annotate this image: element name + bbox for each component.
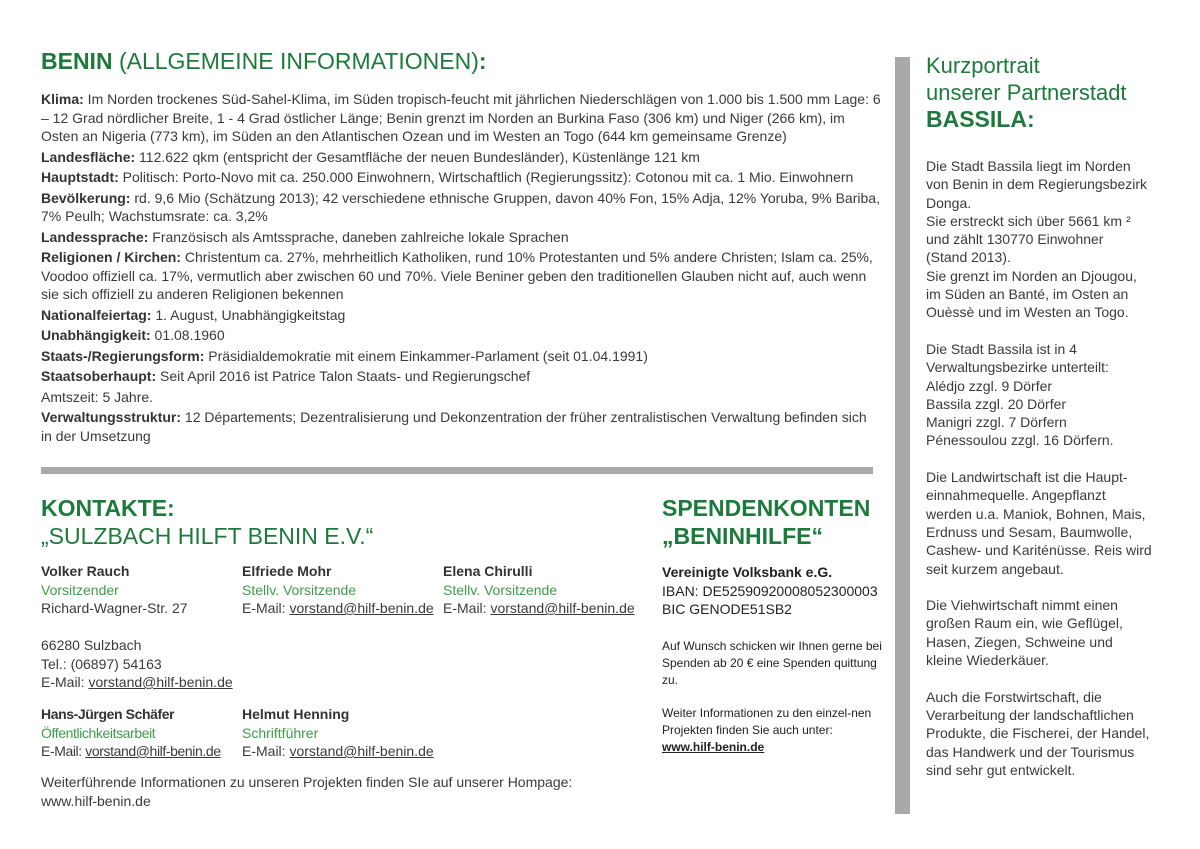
- contact-role: Vorsitzender: [41, 581, 119, 598]
- homepage-url[interactable]: www.hilf-benin.de: [41, 792, 151, 809]
- portrait-paragraph: Die Landwirtschaft ist die Haupt- einnahmequelle. Angepflanzt werden u.a. Maniok, Bohnen, Mais, Erdnuss und Sesam, Baumwolle, Cashew- und Kariténüsse. Reis wird seit kurzem angebaut.: [926, 469, 1152, 577]
- fact-row: [41, 388, 881, 407]
- benin-heading-bold: BENIN: [41, 48, 113, 74]
- email-link[interactable]: vorstand@hilf-benin.de: [289, 600, 434, 616]
- contact-city: 66280 Sulzbach: [41, 637, 142, 653]
- benin-heading-colon: :: [478, 48, 487, 74]
- fact-row: [41, 189, 881, 226]
- bank-details: [662, 563, 878, 619]
- fact-text: rd. 9,6 Mio (Schätzung 2013); 42 verschiedene ethnische Gruppen, davon 40% Fon, 15% Adja, 12% Yoruba, 9% Bariba, 7% Peulh; Wachstumsrate: ca. 3,2%: [41, 189, 880, 224]
- sidebar-accent-bar: [895, 57, 910, 814]
- donation-heading-line2: „BENINHILFE“: [662, 523, 823, 549]
- contact-card: [242, 705, 434, 761]
- email-link[interactable]: vorstand@hilf-benin.de: [88, 674, 233, 690]
- section-divider: [41, 467, 873, 474]
- fact-row: [41, 148, 881, 167]
- fact-key: Staats-/Regierungsform:: [41, 347, 205, 364]
- receipt-note: Auf Wunsch schicken wir Ihnen gerne bei Spenden ab 20 € eine Spenden quittung zu.: [662, 639, 882, 687]
- contact-card: [242, 562, 434, 618]
- fact-row: [41, 228, 881, 247]
- homepage-note: [41, 773, 641, 810]
- email-link[interactable]: vorstand@hilf-benin.de: [490, 600, 635, 616]
- fact-key: Religionen / Kirchen:: [41, 249, 182, 265]
- portrait-heading: [926, 52, 1186, 133]
- contact-name: Elena Chirulli: [443, 563, 533, 579]
- fact-key: Staatsoberhaupt:: [41, 368, 157, 384]
- fact-row: [41, 90, 881, 146]
- fact-row: [41, 326, 881, 345]
- bank-name: Vereinigte Volksbank e.G.: [662, 564, 833, 580]
- email-label: E-Mail:: [41, 674, 89, 690]
- portrait-text: [926, 157, 1166, 797]
- contact-card: [443, 562, 635, 618]
- contacts-heading-line1: KONTAKTE:: [41, 495, 175, 521]
- email-label: E-Mail:: [41, 743, 86, 759]
- portrait-paragraph: Die Stadt Bassila ist in 4 Verwaltungsbezirke unterteilt: Alédjo zzgl. 9 Dörfer Bassila zzgl. 20 Dörfer Manigri zzgl. 7 Dörfern Pénessoulou zzgl. 16 Dörfern.: [926, 340, 1114, 449]
- fact-text: Amtszeit: 5 Jahre.: [41, 388, 154, 405]
- homepage-note-text: Weiterführende Informationen zu unseren Projekten finden SIe auf unserer Hompage:: [41, 774, 573, 790]
- portrait-paragraph: Die Stadt Bassila liegt im Norden von Benin in dem Regierungsbezirk Donga. Sie erstreckt sich über 5661 km ² und zählt 130770 Einwohner (Stand 2013). Sie grenzt im Norden an Djougou, im Süden an Banté, im Osten an Ouèssè und im Westen an Togo.: [926, 158, 1148, 321]
- fact-text: Im Norden trockenes Süd-Sahel-Klima, im Süden tropisch-feucht mit jährlichen Niederschlägen von 1.000 bis 1.500 mm Lage: 6 – 12 Grad nördlicher Breite, 1 - 4 Grad östlicher Länge; Benin grenzt im Norden an Burkina Faso (306 km) und Niger (266 km), im Osten an Nigeria (773 km), im Süden an den Atlantischen Ozean und im Westen an Togo (644 km gemeinsame Grenze): [41, 91, 881, 144]
- contact-card: [41, 705, 221, 761]
- portrait-heading-line1: Kurzportrait: [926, 53, 1040, 78]
- fact-text: 01.08.1960: [150, 327, 225, 343]
- fact-row: [41, 347, 881, 366]
- fact-text: 112.622 qkm (entspricht der Gesamtfläche der neuen Bundesländer), Küstenlänge 121 km: [135, 148, 700, 165]
- bank-bic: BIC GENODE51SB2: [662, 601, 792, 617]
- fact-key: Bevölkerung:: [41, 189, 131, 206]
- contact-name: Elfriede Mohr: [242, 563, 332, 579]
- portrait-city: BASSILA:: [926, 106, 1035, 132]
- more-info-url[interactable]: www.hilf-benin.de: [662, 740, 765, 754]
- fact-key: Landessprache:: [41, 228, 149, 245]
- contact-name: Hans-Jürgen Schäfer: [41, 706, 175, 722]
- fact-text: Französisch als Amtssprache, daneben zahlreiche lokale Sprachen: [148, 228, 569, 245]
- email-link[interactable]: vorstand@hilf-benin.de: [85, 743, 221, 759]
- fact-text: Politisch: Porto-Novo mit ca. 250.000 Einwohnern, Wirtschaftlich (Regierungssitz): Cotonou mit ca. 1 Mio. Einwohnern: [118, 169, 854, 185]
- fact-row: [41, 367, 881, 386]
- contact-role: Stellv. Vorsitzende: [242, 581, 357, 598]
- contact-name: Helmut Henning: [242, 706, 350, 722]
- contact-card: [41, 562, 233, 692]
- fact-text: 1. August, Unabhängigkeitstag: [151, 306, 346, 323]
- contact-phone: Tel.: (06897) 54163: [41, 655, 162, 672]
- donation-heading-line1: SPENDENKONTEN: [662, 495, 871, 521]
- contact-street: Richard-Wagner-Str. 27: [41, 600, 188, 616]
- fact-key: Verwaltungsstruktur:: [41, 409, 182, 425]
- fact-row: [41, 248, 881, 304]
- benin-facts: [41, 90, 881, 447]
- email-link[interactable]: vorstand@hilf-benin.de: [289, 743, 434, 759]
- bank-iban: IBAN: DE52590920008052300003: [662, 582, 878, 599]
- fact-key: Hauptstadt:: [41, 169, 119, 185]
- portrait-paragraph: Die Viehwirtschaft nimmt einen großen Raum ein, wie Geflügel, Hasen, Ziegen, Schweine und kleine Wiederkäuer.: [926, 597, 1123, 669]
- contact-role: Öffentlichkeitsarbeit: [41, 724, 156, 741]
- donation-heading: [662, 494, 870, 550]
- fact-text: Seit April 2016 ist Patrice Talon Staats- und Regierungschef: [156, 368, 531, 384]
- fact-key: Unabhängigkeit:: [41, 327, 151, 343]
- email-label: E-Mail:: [242, 600, 290, 616]
- fact-key: Nationalfeiertag:: [41, 306, 152, 323]
- more-info-note: [662, 705, 892, 756]
- fact-key: Landesfläche:: [41, 148, 136, 165]
- fact-text: Christentum ca. 27%, mehrheitlich Katholiken, rund 10% Protestanten und 5% andere Christen; Islam ca. 25%, Voodoo offiziell ca. 17%, vermutlich aber zwischen 60 und 70%. Viele Beniner geben den traditionellen Glauben nicht auf, auch wenn sie sich offiziell zu anderen Religionen bekennen: [41, 249, 873, 302]
- fact-text: Präsidialdemokratie mit einem Einkammer-Parlament (seit 01.04.1991): [204, 347, 648, 364]
- contacts-heading: [41, 494, 373, 550]
- fact-text: 12 Départements; Dezentralisierung und Dekonzentration der früher zentralistischen Verwaltung befinden sich in der Umsetzung: [41, 409, 867, 444]
- fact-row: [41, 306, 881, 325]
- more-info-text: Weiter Informationen zu den einzel-nen Projekten finden Sie auch unter:: [662, 706, 872, 737]
- fact-key: Klima:: [41, 91, 84, 107]
- contact-role: Schriftführer: [242, 724, 319, 741]
- benin-heading-rest: (ALLGEMEINE INFORMATIONEN): [112, 48, 479, 74]
- contacts-heading-line2: „SULZBACH HILFT BENIN E.V.“: [41, 523, 374, 549]
- fact-row: [41, 168, 881, 187]
- contact-role: Stellv. Vorsitzende: [443, 581, 558, 598]
- portrait-heading-line2: unserer Partnerstadt: [926, 80, 1127, 105]
- email-label: E-Mail:: [242, 743, 290, 759]
- contact-name: Volker Rauch: [41, 563, 130, 579]
- benin-heading: [41, 48, 487, 75]
- portrait-paragraph: Auch die Forstwirtschaft, die Verarbeitung der landschaftlichen Produkte, die Fischerei, der Handel, das Handwerk und der Tourismus sind sehr gut entwickelt.: [926, 688, 1150, 778]
- email-label: E-Mail:: [443, 600, 491, 616]
- fact-row: [41, 408, 881, 445]
